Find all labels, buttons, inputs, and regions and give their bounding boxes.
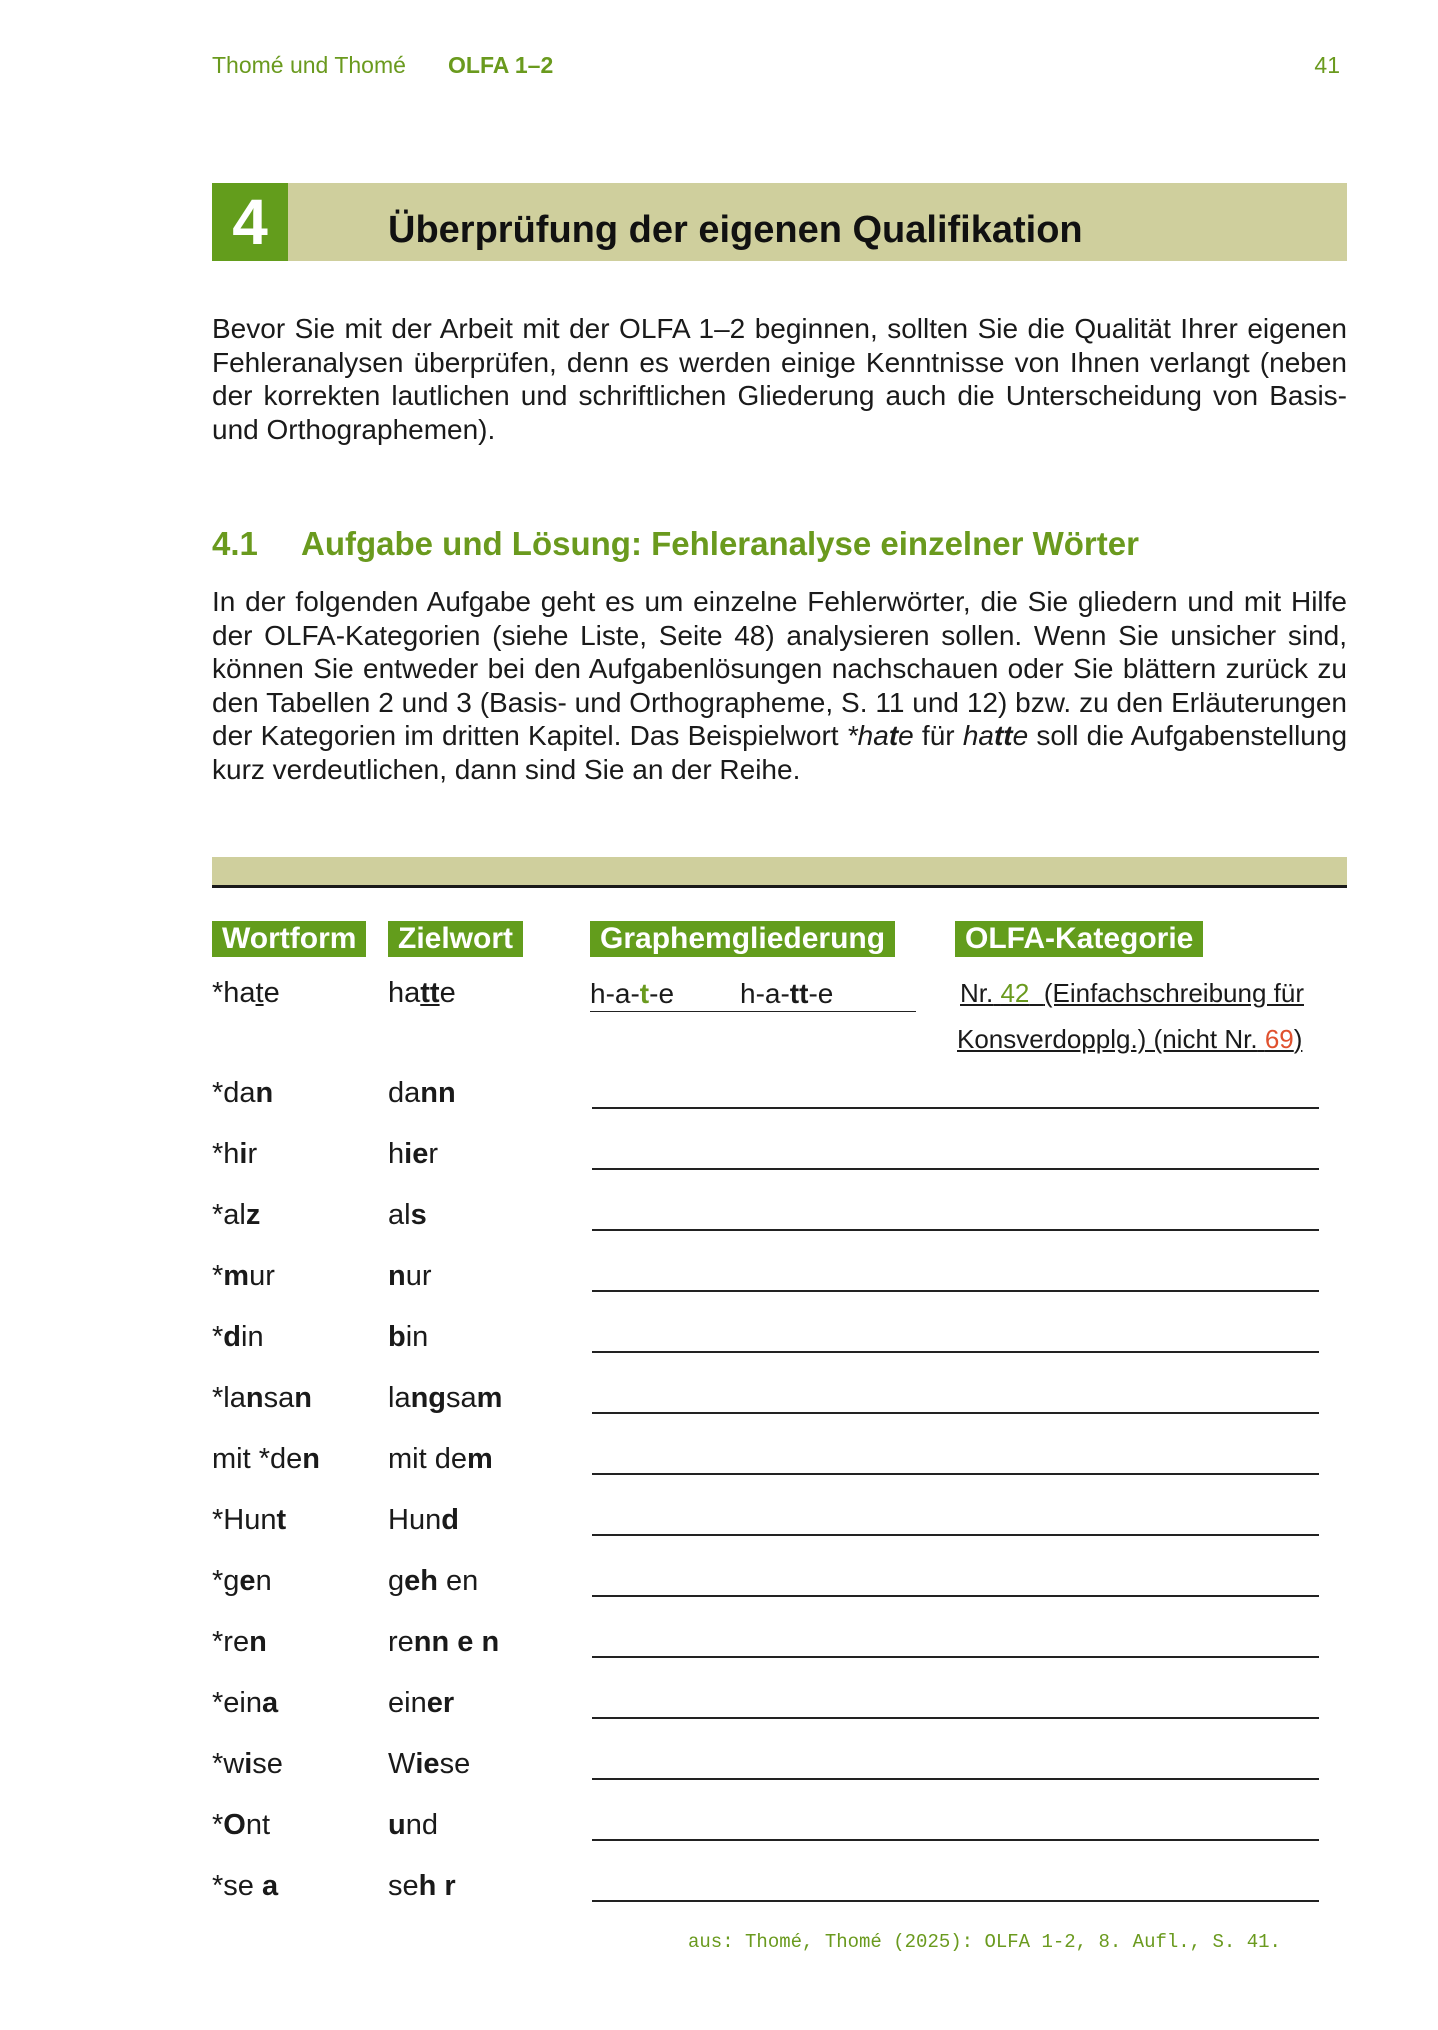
target-cell: dann	[388, 1077, 456, 1109]
wordform-cell: *mur	[212, 1260, 275, 1292]
target-cell: Wiese	[388, 1748, 471, 1780]
answer-line[interactable]	[592, 1534, 1319, 1536]
section-heading	[212, 525, 1139, 563]
answer-line[interactable]	[592, 1656, 1319, 1658]
target-cell: renn e n	[388, 1626, 500, 1658]
table-row	[0, 1807, 1438, 1857]
wordform-cell: *Ont	[212, 1809, 271, 1841]
task-mid: für	[921, 720, 955, 751]
answer-line[interactable]	[592, 1412, 1319, 1414]
task-paragraph	[212, 585, 1347, 786]
target-cell: nur	[388, 1260, 432, 1292]
task-text: In der folgenden Aufgabe geht es um einzelne Fehlerwörter, die Sie gliedern und mit Hilfe der OLFA-Kategorien (siehe Liste, Seite 48) analysieren sollen. Wenn Sie unsicher sind, können Sie entweder bei den Aufgabenlösungen nachschauen oder Sie blättern zurück zu den Tabellen 2 und 3 (Basis- und Orthographeme, S. 11 und 12) bzw. zu den Erläuterungen der Kategorien im dritten Kapitel. Das Beispielwort	[212, 586, 1347, 751]
answer-line[interactable]	[592, 1473, 1319, 1475]
task-end: soll die Aufgabenstellung kurz verdeutlichen, dann sind Sie an der Reihe.	[212, 720, 1348, 785]
answer-line[interactable]	[592, 1107, 1319, 1109]
wordform-cell: mit *den	[212, 1443, 320, 1475]
table-row	[0, 1563, 1438, 1613]
table-row	[0, 1197, 1438, 1247]
example-graph-wrong: h-a-t-e	[590, 978, 675, 1009]
example-graph-right: h-a-tt-e	[740, 978, 834, 1009]
header-authors: Thomé und Thomé	[212, 52, 406, 78]
wordform-cell: *dan	[212, 1077, 274, 1109]
col-header-graph: Graphemgliederung	[590, 921, 895, 957]
target-cell: als	[388, 1199, 427, 1231]
table-row	[0, 1746, 1438, 1796]
example-word-inline: *hate	[846, 720, 914, 751]
answer-line[interactable]	[592, 1900, 1319, 1902]
table-row	[0, 1502, 1438, 1552]
example-category-line2: Konsverdopplg.) (nicht Nr. 69)	[957, 1024, 1303, 1054]
table-row	[0, 1441, 1438, 1491]
wordform-cell: *ren	[212, 1626, 267, 1658]
source-footer: aus: Thomé, Thomé (2025): OLFA 1-2, 8. Aufl., S. 41.	[688, 1931, 1281, 1953]
table-row	[0, 1319, 1438, 1369]
section-number: 4.1	[212, 525, 258, 562]
wordform-cell: *gen	[212, 1565, 272, 1597]
wordform-cell: *din	[212, 1321, 264, 1353]
answer-line[interactable]	[592, 1595, 1319, 1597]
answer-line[interactable]	[592, 1229, 1319, 1231]
target-cell: Hund	[388, 1504, 459, 1536]
answer-line[interactable]	[592, 1778, 1319, 1780]
section-title: Aufgabe und Lösung: Fehleranalyse einzelner Wörter	[301, 525, 1139, 562]
running-header	[212, 52, 1340, 82]
target-cell: bin	[388, 1321, 429, 1353]
example-graph	[590, 977, 916, 1012]
wordform-cell: *se a	[212, 1870, 279, 1902]
target-cell: geh en	[388, 1565, 479, 1597]
table-row	[0, 1075, 1438, 1125]
wordform-cell: *lansan	[212, 1382, 312, 1414]
wordform-cell: *eina	[212, 1687, 279, 1719]
wordform-cell: *Hunt	[212, 1504, 287, 1536]
target-cell: mit dem	[388, 1443, 493, 1475]
table-top-band	[212, 857, 1347, 888]
chapter-title: Überprüfung der eigenen Qualifikation	[388, 209, 1083, 251]
wordform-cell: *wise	[212, 1748, 283, 1780]
answer-line[interactable]	[592, 1351, 1319, 1353]
target-word-inline: hatte	[962, 720, 1029, 751]
col-header-category: OLFA-Kategorie	[955, 921, 1203, 957]
table-row	[0, 1868, 1438, 1918]
chapter-number: 4	[212, 183, 288, 261]
wordform-cell: *alz	[212, 1199, 261, 1231]
answer-line[interactable]	[592, 1839, 1319, 1841]
target-cell: und	[388, 1809, 438, 1841]
target-cell: einer	[388, 1687, 455, 1719]
answer-line[interactable]	[592, 1290, 1319, 1292]
example-category-line1: Nr. 42 (Einfachschreibung für	[960, 978, 1304, 1008]
answer-line[interactable]	[592, 1717, 1319, 1719]
example-wordform: *hate	[212, 977, 280, 1009]
table-row	[0, 1685, 1438, 1735]
table-row	[0, 1136, 1438, 1186]
table-row	[0, 1258, 1438, 1308]
target-cell: langsam	[388, 1382, 503, 1414]
answer-line[interactable]	[592, 1168, 1319, 1170]
wordform-cell: *hir	[212, 1138, 258, 1170]
target-cell: hier	[388, 1138, 438, 1170]
col-header-target: Zielwort	[388, 921, 523, 957]
table-row	[0, 1624, 1438, 1674]
example-target: hatte	[388, 977, 456, 1009]
header-title: OLFA 1–2	[448, 52, 554, 78]
target-cell: seh r	[388, 1870, 456, 1902]
page-number: 41	[1314, 52, 1340, 78]
col-header-wordform: Wortform	[212, 921, 366, 957]
intro-paragraph: Bevor Sie mit der Arbeit mit der OLFA 1–2 beginnen, sollten Sie die Qualität Ihrer eigenen Fehleranalysen überprüfen, denn es werden einige Kenntnisse von Ihnen verlangt (neben der korrekten lautlichen und schriftlichen Gliederung auch die Unterscheidung von Basis- und Orthographemen).	[212, 313, 1347, 445]
table-row	[0, 1380, 1438, 1430]
